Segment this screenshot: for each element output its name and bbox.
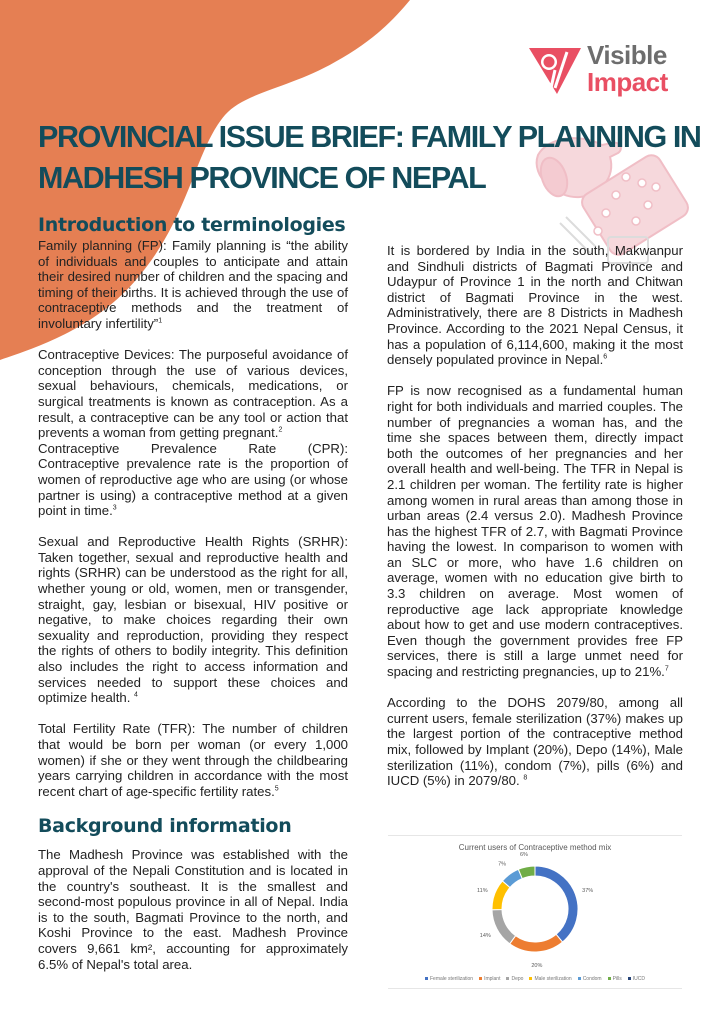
legend-label: Male sterilization — [534, 976, 572, 982]
data-label: 20% — [531, 962, 543, 969]
data-label: 6% — [519, 852, 528, 859]
contraceptive-devices-definition: Contraceptive Devices: The purposeful avoidance of conception through the use of various devices, sexual behaviours, chemicals, medications, or surgical treatments is known as contraception. As a result, a contraceptive can be any tool or action that prevents a woman from getting pregnant.$^2$ — [38, 347, 348, 441]
legend-item — [479, 976, 500, 982]
legend-swatch — [608, 977, 611, 980]
visible-impact-logo-icon — [527, 42, 583, 98]
right-column — [387, 243, 683, 789]
donut-slice-female-sterilization — [535, 866, 578, 942]
legend-item — [628, 976, 645, 982]
footnote-ref: 3 — [112, 504, 117, 512]
fp-definition: Family planning (FP): Family planning is “the ability of individuals and couples to anticipate and attain their desired number of children and the spacing and timing of their births. It is achieved through the use of contraceptive methods and the treatment of involuntary infertility”$^1$ — [38, 238, 348, 331]
method-mix-chart — [388, 835, 682, 989]
legend-swatch — [578, 977, 581, 980]
data-label: 14% — [479, 932, 491, 939]
footnote-ref: 8 — [523, 774, 528, 782]
visible-impact-logo — [527, 40, 697, 102]
srhr-definition: Sexual and Reproductive Health Rights (SRHR): Taken together, sexual and reproductive health and rights (SRHR) can be understood as the right for all, whether young or old, women, men or transgender, straight, gay, lesbian or bisexual, HIV positive or negative, to make choices regarding their own sexuality and reproduction, providing they respect the rights of others to bodily integrity. This definition also includes the right to access information and services needed to support these choices and optimize health. $^4$ — [38, 534, 348, 706]
logo-text-visible: Visible — [587, 40, 667, 70]
borders-paragraph: It is bordered by India in the south, Makwanpur and Sindhuli districts of Bagmati Province and Udaypur of Province 1 in the north and Chitwan district of Bagmati Province in the west. Administratively, there are 8 Districts in Madhesh Province. According to the 2021 Nepal Census, it has a population of 6,114,600, making it the most densely populated province in Nepal.$^6$ — [387, 243, 683, 368]
legend-label: Female sterilization — [430, 976, 474, 982]
footnote-ref: 1 — [158, 317, 163, 325]
legend-item — [578, 976, 602, 982]
legend-item — [425, 976, 473, 982]
page-title-line-1: PROVINCIAL ISSUE BRIEF: FAMILY PLANNING IN — [38, 120, 701, 154]
legend-item — [529, 976, 571, 982]
donut-slice-depo — [492, 910, 516, 944]
background-paragraph: The Madhesh Province was established with the approval of the Nepali Constitution and is located in the country's southeast. It is the smallest and second-most populous province in all of Nepal. India is to the south, Bagmati Province to the north, and Koshi Province to the east. Madhesh Province covers 9,661 km², accounting for approximately 6.5% of Nepal's total area. — [38, 847, 348, 972]
intro-heading: Introduction to terminologies — [38, 214, 346, 236]
donut-chart — [388, 836, 682, 988]
fp-rights-paragraph: FP is now recognised as a fundamental human right for both individuals and married couples. The number of pregnancies a woman has, and the time she spaces between them, directly impact both the outcomes of her pregnancies and her overall health and well-being. The TFR in Nepal is 2.1 children per woman. The fertility rate is higher among women in rural areas than among those in urban areas (2.4 versus 2.0). Madhesh Province has the highest TFR of 2.7, with Bagmati Province having the lowest. In comparison to women with an SLC or more, who have 1.6 children on average, women with no education give birth to 3.3 children on average. Most women of reproductive age lack appropriate knowledge about how to get and use modern contraceptives. Even though the government provides free FP services, there is still a large unmet need for spacing and restricting pregnancies, up to 21%.$^7$ — [387, 383, 683, 680]
legend-swatch — [506, 977, 509, 980]
legend-swatch — [479, 977, 482, 980]
chart-title: Current users of Contraceptive method mix — [458, 843, 612, 852]
footnote-ref: 6 — [603, 353, 608, 361]
legend-swatch — [529, 977, 532, 980]
data-label: 11% — [477, 887, 488, 894]
footnote-ref: 5 — [274, 785, 279, 793]
data-label: 37% — [582, 887, 594, 894]
footnote-ref: 7 — [664, 665, 669, 673]
data-label: 7% — [498, 861, 507, 868]
footnote-ref: 2 — [278, 426, 283, 434]
footnote-ref: 4 — [134, 691, 138, 699]
legend-label: Pills — [612, 976, 622, 982]
left-column — [38, 212, 348, 972]
logo-text-impact: Impact — [587, 67, 668, 97]
cpr-definition: Contraceptive Prevalence Rate (CPR): Contraceptive prevalence rate is the proportion of women of reproductive age who are using (or whose partner is using) a contraceptive method at a given point in time.$^3$ — [38, 440, 348, 519]
page-title-line-2: MADHESH PROVINCE OF NEPAL — [38, 161, 486, 195]
legend-label: Depo — [511, 976, 524, 982]
donut-slice-implant — [510, 934, 563, 952]
tfr-definition: Total Fertility Rate (TFR): The number of children that would be born per woman (or every 1,000 women) if she or they went through the childbearing years carrying children in accordance with the most recent chart of age-specific fertility rates.$^5$ — [38, 721, 348, 799]
legend-label: IUCD — [632, 976, 645, 982]
method-mix-paragraph: According to the DOHS 2079/80, among all current users, female sterilization (37%) makes up the largest portion of the contraceptive method mix, followed by Implant (20%), Depo (14%), Male sterilization (11%), condom (7%), pills (6%) and IUCD (5%) in 2079/80. $^8$ — [387, 695, 683, 789]
chart-legend — [388, 976, 682, 982]
legend-label: Implant — [484, 976, 501, 982]
legend-swatch — [628, 977, 631, 980]
page-title — [38, 117, 708, 199]
background-heading: Background information — [38, 815, 292, 838]
legend-item — [506, 976, 523, 982]
legend-label: Condom — [582, 976, 602, 982]
legend-item — [608, 976, 622, 982]
legend-swatch — [425, 977, 428, 980]
